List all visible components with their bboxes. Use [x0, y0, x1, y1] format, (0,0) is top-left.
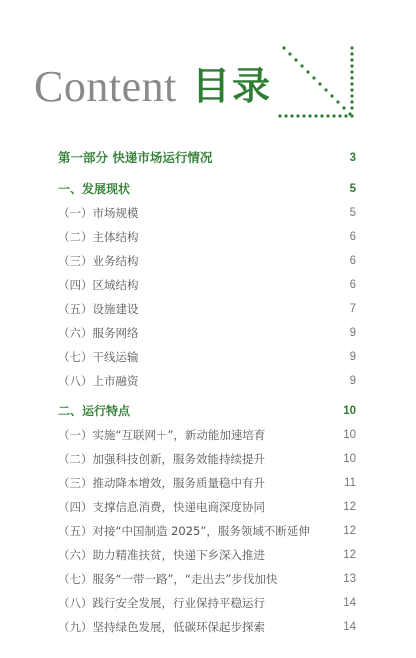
toc-page: 5: [349, 207, 356, 219]
toc-page: 14: [343, 621, 356, 633]
toc-item[interactable]: [58, 497, 356, 517]
toc-header: [0, 0, 416, 130]
toc-label: （一）市场规模: [58, 206, 139, 220]
toc-label: （六）助力精准扶贫，快递下乡深入推进: [58, 548, 265, 562]
toc-item[interactable]: [58, 323, 356, 343]
toc-label: （七）干线运输: [58, 350, 139, 364]
toc-item[interactable]: [58, 617, 356, 637]
toc-label: 一、发展现状: [58, 182, 131, 196]
toc-item[interactable]: [58, 521, 356, 541]
toc-page: 10: [343, 453, 356, 465]
toc-page: 9: [349, 327, 356, 339]
toc-section-2[interactable]: [58, 401, 356, 421]
toc-page: 3: [349, 152, 356, 164]
toc-item[interactable]: [58, 251, 356, 271]
toc-page: 10: [343, 405, 356, 417]
toc-page: 9: [349, 375, 356, 387]
toc-page: 6: [349, 231, 356, 243]
toc-item[interactable]: [58, 545, 356, 565]
dotted-arrow-icon: [276, 44, 360, 120]
toc-label: （七）服务“一带一路”，“走出去”步伐加快: [58, 572, 278, 586]
toc-label: （八）上市融资: [58, 374, 139, 388]
toc-page: 12: [343, 525, 356, 537]
toc-section-1[interactable]: [58, 179, 356, 199]
toc-page: 6: [349, 279, 356, 291]
toc-item[interactable]: [58, 347, 356, 367]
toc-label: 第一部分 快递市场运行情况: [58, 150, 213, 165]
toc-item[interactable]: [58, 449, 356, 469]
toc-label: （八）践行安全发展，行业保持平稳运行: [58, 596, 265, 610]
toc-item[interactable]: [58, 299, 356, 319]
toc-label: （一）实施“互联网＋”，新动能加速培育: [58, 428, 266, 442]
toc-label: （三）推动降本增效，服务质量稳中有升: [58, 476, 265, 490]
toc-page: 9: [349, 351, 356, 363]
toc-page: 12: [343, 549, 356, 561]
title-english: Content: [34, 62, 177, 111]
toc-part-1[interactable]: [58, 148, 356, 168]
toc-page: 14: [343, 597, 356, 609]
toc-label: （六）服务网络: [58, 326, 139, 340]
toc-label: （四）区域结构: [58, 278, 139, 292]
toc-page: 7: [349, 303, 356, 315]
toc-label: （九）坚持绿色发展，低碳环保起步探索: [58, 620, 265, 634]
toc-label: （二）主体结构: [58, 230, 139, 244]
toc-item[interactable]: [58, 203, 356, 223]
toc-label: （五）对接“中国制造 2025”，服务领域不断延伸: [58, 524, 310, 538]
title-chinese: 目录: [192, 64, 273, 108]
toc-page: 10: [343, 429, 356, 441]
toc-page: 12: [343, 501, 356, 513]
toc-item[interactable]: [58, 593, 356, 613]
toc-page: 5: [349, 183, 356, 195]
toc-page: 13: [343, 573, 356, 585]
toc-page: 11: [344, 477, 356, 489]
toc-label: （四）支撑信息消费，快递电商深度协同: [58, 500, 265, 514]
toc-label: （五）设施建设: [58, 302, 139, 316]
toc-item[interactable]: [58, 275, 356, 295]
toc-item[interactable]: [58, 473, 356, 493]
toc-item[interactable]: [58, 425, 356, 445]
toc-label: （二）加强科技创新，服务效能持续提升: [58, 452, 265, 466]
toc-label: （三）业务结构: [58, 254, 139, 268]
toc-label: 二、运行特点: [58, 404, 131, 418]
toc-item[interactable]: [58, 371, 356, 391]
toc-item[interactable]: [58, 227, 356, 247]
toc-item[interactable]: [58, 569, 356, 589]
toc-page: 6: [349, 255, 356, 267]
